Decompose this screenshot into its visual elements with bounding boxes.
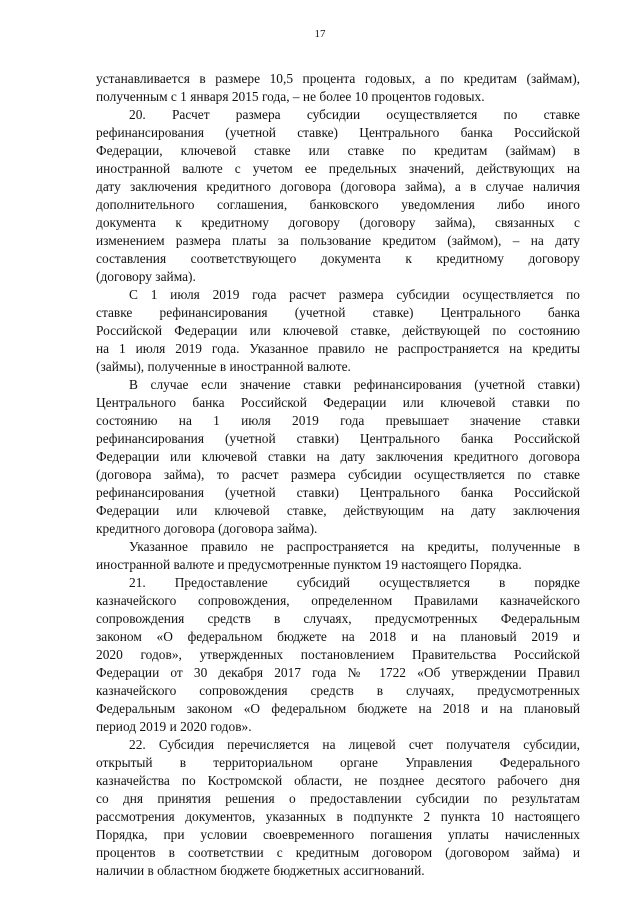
text-line: 22. Субсидия перечисляется на лицевой счет получателя субсидии,	[129, 737, 580, 752]
text-line: рефинансирования (учетной ставке) Центрального банка Российской	[96, 125, 580, 140]
text-line: со дня принятия решения о предоставлении субсидии по результатам	[96, 791, 580, 806]
text-line: кредитного договора (договора займа).	[96, 521, 318, 536]
text-line: иностранной валюте с учетом ее предельных значений, действующих на	[96, 161, 580, 176]
text-line: изменением размера платы за пользование кредитом (займом), – на дату	[96, 233, 580, 248]
text-line: рефинансирования (учетной ставки) Центрального банка Российской	[96, 485, 580, 500]
paragraph-p20c	[96, 376, 580, 538]
text-line: ставке рефинансирования (учетной ставке) Центрального банка	[96, 305, 580, 320]
text-line: сопровождения средств в случаях, предусмотренных Федеральным	[96, 611, 580, 626]
text-line: казначейства по Костромской области, не позднее десятого рабочего дня	[96, 773, 580, 788]
page-number: 17	[314, 28, 326, 40]
text-line: дополнительного соглашения, банковского уведомления либо иного	[96, 197, 580, 212]
text-line: 21. Предоставление субсидий осуществляется в порядке	[129, 575, 580, 590]
text-line: Федеральным законом «О федеральном бюджете на 2018 и на плановый	[96, 701, 580, 716]
text-line: документа к кредитному договору (договору займа), связанных с	[96, 215, 580, 230]
text-line: на 1 июля 2019 года. Указанное правило не распространяется на кредиты	[96, 341, 580, 356]
text-line: Федерации от 30 декабря 2017 года № 1722 «Об утверждении Правил	[96, 665, 580, 680]
text-line: 2020 годов», утвержденных постановлением Правительства Российской	[96, 647, 580, 662]
text-line: рефинансирования (учетной ставки) Центрального банка Российской	[96, 431, 580, 446]
paragraph-p20d	[96, 538, 580, 574]
paragraph-p-cont	[96, 70, 580, 106]
text-line: Порядка, при условии своевременного погашения уплаты начисленных	[96, 827, 580, 842]
text-line: (займы), полученные в иностранной валюте.	[96, 359, 351, 374]
paragraph-p20b	[96, 286, 580, 376]
text-line: законом «О федеральном бюджете на 2018 и на плановый 2019 и	[96, 629, 580, 644]
text-line: казначейского сопровождения средств в случаях, предусмотренных	[96, 683, 580, 698]
text-line: Российской Федерации или ключевой ставке, действующей по состоянию	[96, 323, 580, 338]
paragraph-p21	[96, 574, 580, 736]
text-line: рассмотрения документов, указанных в подпункте 2 пункта 10 настоящего	[96, 809, 580, 824]
text-line: дату заключения кредитного договора (договора займа), а в случае наличия	[96, 179, 580, 194]
paragraph-p20a	[96, 106, 580, 286]
text-line: казначейского сопровождения, определенном Правилами казначейского	[96, 593, 580, 608]
text-line: Федерации, ключевой ставке или ставке по кредитам (займам) в	[96, 143, 580, 158]
text-line: период 2019 и 2020 годов».	[96, 719, 252, 734]
text-line: (договору займа).	[96, 269, 196, 284]
text-line: Центрального банка Российской Федерации или ключевой ставки по	[96, 395, 580, 410]
text-line: В случае если значение ставки рефинансирования (учетной ставки)	[129, 377, 580, 392]
text-line: Указанное правило не распространяется на кредиты, полученные в	[129, 539, 580, 554]
paragraph-p22	[96, 736, 580, 880]
text-line: иностранной валюте и предусмотренные пунктом 19 настоящего Порядка.	[96, 557, 522, 572]
text-line: устанавливается в размере 10,5 процента годовых, а по кредитам (займам),	[96, 71, 580, 86]
text-line: Федерации или ключевой ставки на дату заключения кредитного договора	[96, 449, 580, 464]
text-line: 20. Расчет размера субсидии осуществляется по ставке	[129, 107, 580, 122]
text-line: состоянию на 1 июля 2019 года превышает значение ставки	[96, 413, 580, 428]
text-line: составления соответствующего документа к кредитному договору	[96, 251, 580, 266]
text-line: наличии в областном бюджете бюджетных ассигнований.	[96, 863, 425, 878]
text-line: процентов в соответствии с кредитным договором (договором займа) и	[96, 845, 580, 860]
text-line: С 1 июля 2019 года расчет размера субсидии осуществляется по	[129, 287, 580, 302]
text-line: открытый в территориальном органе Управления Федерального	[96, 755, 580, 770]
document-body	[96, 70, 580, 880]
text-line: полученным с 1 января 2015 года, – не более 10 процентов годовых.	[96, 89, 485, 104]
text-line: Федерации или ключевой ставке, действующим на дату заключения	[96, 503, 580, 518]
text-line: (договора займа), то расчет размера субсидии осуществляется по ставке	[96, 467, 580, 482]
